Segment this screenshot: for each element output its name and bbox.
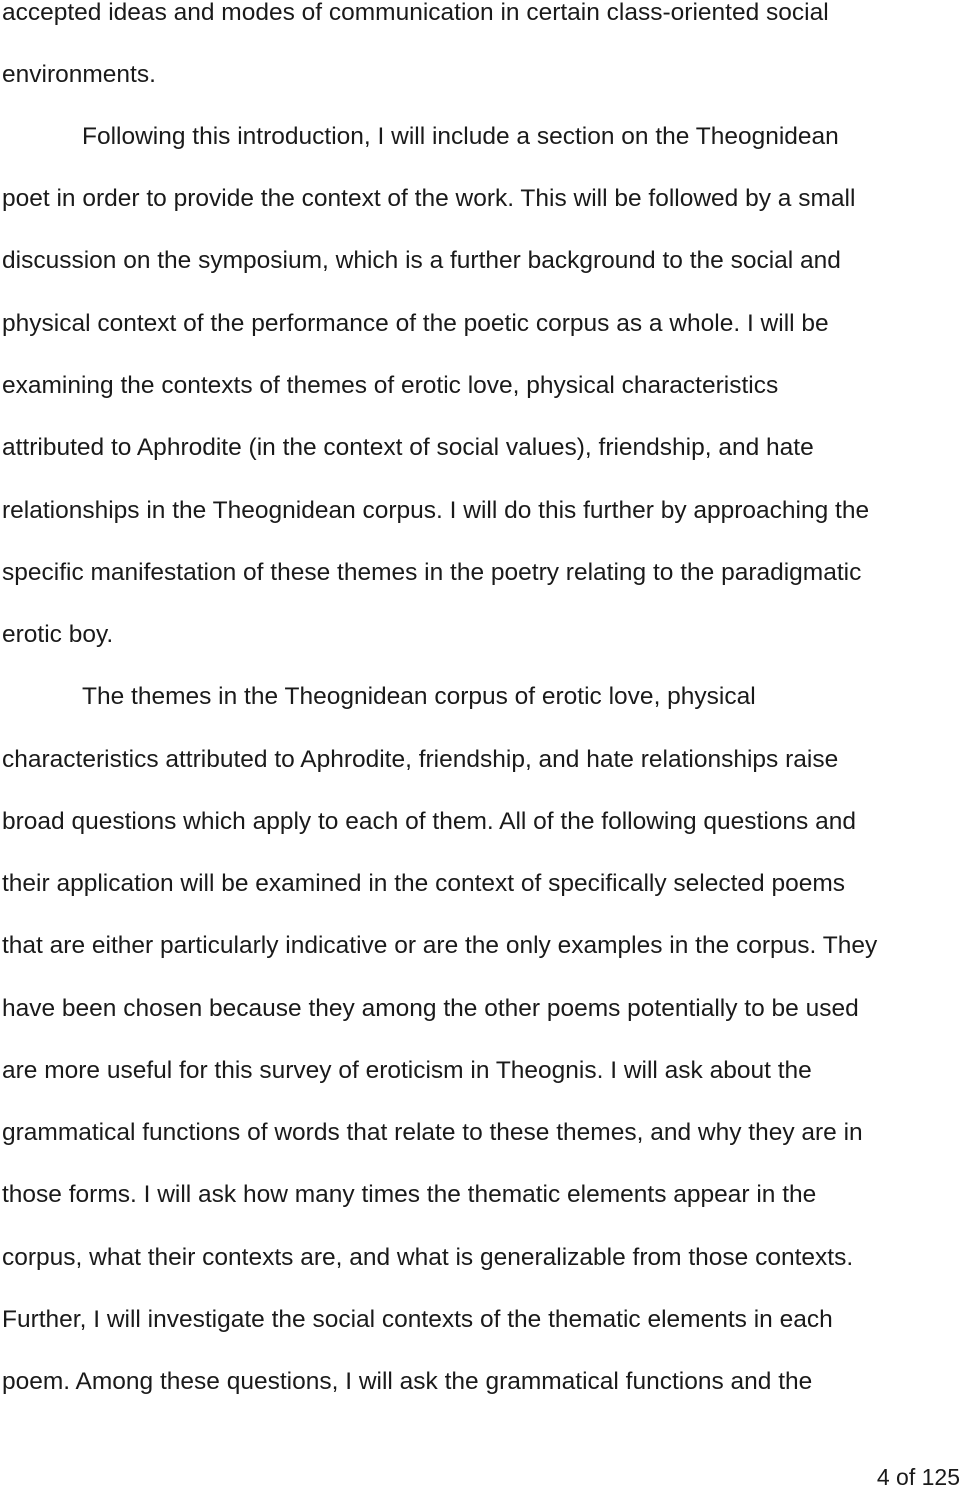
text-line: grammatical functions of words that relate to these themes, and why they are in bbox=[2, 1119, 863, 1146]
text-line: characteristics attributed to Aphrodite, friendship, and hate relationships raise bbox=[2, 746, 839, 773]
text-line: specific manifestation of these themes in the poetry relating to the paradigmatic bbox=[2, 559, 862, 586]
text-line: relationships in the Theognidean corpus. I will do this further by approaching the bbox=[2, 497, 870, 524]
text-line: Further, I will investigate the social contexts of the thematic elements in each bbox=[2, 1306, 833, 1333]
text-line: that are either particularly indicative or are the only examples in the corpus. They bbox=[2, 932, 878, 959]
text-line: broad questions which apply to each of them. All of the following questions and bbox=[2, 808, 856, 835]
text-line: their application will be examined in the context of specifically selected poems bbox=[2, 870, 845, 897]
text-line: physical context of the performance of the poetic corpus as a whole. I will be bbox=[2, 310, 829, 337]
text-line: attributed to Aphrodite (in the context of social values), friendship, and hate bbox=[2, 434, 814, 461]
text-line: poet in order to provide the context of the work. This will be followed by a small bbox=[2, 185, 856, 212]
text-line: are more useful for this survey of eroticism in Theognis. I will ask about the bbox=[2, 1057, 812, 1084]
text-line: erotic boy. bbox=[2, 621, 114, 648]
text-line: examining the contexts of themes of erotic love, physical characteristics bbox=[2, 372, 779, 399]
page-number: 4 of 125 bbox=[876, 1464, 960, 1490]
text-line: accepted ideas and modes of communication in certain class-oriented social bbox=[2, 0, 829, 26]
text-line: corpus, what their contexts are, and what is generalizable from those contexts. bbox=[2, 1244, 854, 1271]
text-line: those forms. I will ask how many times the thematic elements appear in the bbox=[2, 1181, 817, 1208]
text-line: have been chosen because they among the other poems potentially to be used bbox=[2, 995, 859, 1022]
paragraph-first-line: The themes in the Theognidean corpus of erotic love, physical bbox=[82, 683, 756, 710]
text-line: environments. bbox=[2, 61, 156, 88]
text-line: discussion on the symposium, which is a further background to the social and bbox=[2, 247, 841, 274]
paragraph-first-line: Following this introduction, I will include a section on the Theognidean bbox=[82, 123, 839, 150]
text-line: poem. Among these questions, I will ask the grammatical functions and the bbox=[2, 1368, 813, 1395]
